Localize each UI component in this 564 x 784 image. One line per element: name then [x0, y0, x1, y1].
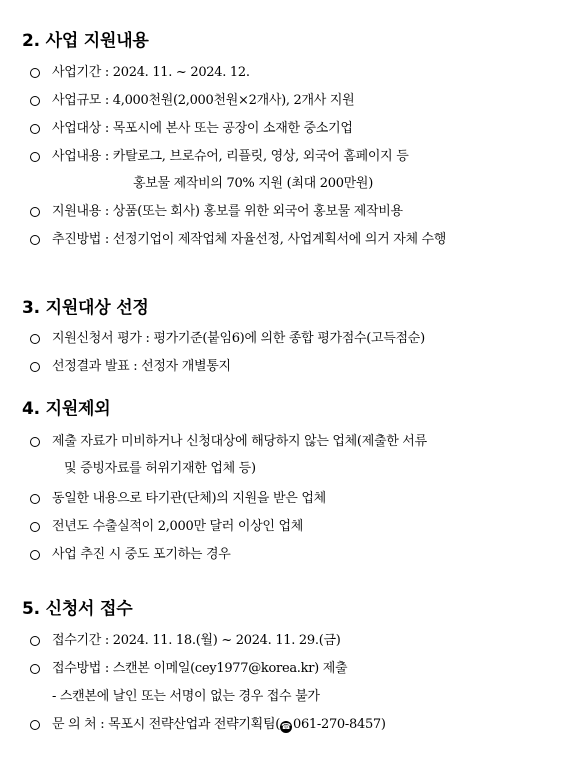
sub-note: - 스캔본에 날인 또는 서명이 없는 경우 접수 불가: [52, 689, 320, 704]
section-heading-selection: 3. 지원대상 선정: [22, 298, 149, 318]
circle-bullet-icon: [30, 550, 40, 560]
document-page: 2. 사업 지원내용 사업기간 : 2024. 11. ~ 2024. 12. 사업규모 : 4,000천원(2,000천원×2개사), 2개사 지원 사업대상 : 목포시에 본사 또는 공장이 소재한 중소기업 사업내용 : 카탈로그, 브로슈어, 리플릿, 영상, 외국어 홈페이지 등 홍보물 제작비의 70% 지원 (최대 200만원) 지원내용 : 상품(또는 회사) 홍보를 위한 외국어 홍보물 제작비용 추진방법 : 선정기업이 제작업체 자율선정, 사업계획서에 의거 자체 수행 3. 지원대상 선정 지원신청서 평가 : 평가기준(붙임6)에 의한 종합 평가점수(고득점순) 선정결과 발표 : 선정자 개별통지 4. 지원제외 제출 자료가 미비하거나 신청대상에 해당하지 않는 업체(제출한 서류 및 증빙자료를 허위기재한 업체 등) 동일한 내용으로 타기관(단체)의 지원을 받은 업체 전년도 수출실적이 2,000만 달러 이상인 업체 사업 추진 시 중도 포기하는 경우 5. 신청서 접수 접수기간 : 2024. 11. 18.(월) ~ 2024. 11. 29.(금) 접수방법 : 스캔본 이메일(cey1977@korea.kr) 제출 - 스캔본에 날인 또는 서명이 없는 경우 접수 불가 문 의 처 : 목포시 전략산업과 전략기획팀(☎ 061-270-8457): [22, 31, 447, 732]
circle-bullet-icon: [30, 720, 40, 730]
list-item-continuation: 홍보물 제작비의 70% 지원 (최대 200만원): [133, 176, 373, 191]
circle-bullet-icon: [30, 522, 40, 532]
circle-bullet-icon: [30, 152, 40, 162]
circle-bullet-icon: [30, 235, 40, 245]
list-item-continuation: 및 증빙자료를 허위기재한 업체 등): [64, 461, 256, 476]
section-heading-support-content: 2. 사업 지원내용: [22, 31, 149, 51]
circle-bullet-icon: [30, 362, 40, 372]
circle-bullet-icon: [30, 636, 40, 646]
contact-label: 문 의 처 : 목포시 전략산업과 전략기획팀(: [52, 717, 280, 732]
phone-number: 061-270-8457): [292, 717, 386, 732]
circle-bullet-icon: [30, 437, 40, 447]
circle-bullet-icon: [30, 207, 40, 217]
circle-bullet-icon: [30, 334, 40, 344]
circle-bullet-icon: [30, 96, 40, 106]
phone-icon: ☎: [281, 722, 291, 731]
section-heading-exclusions: 4. 지원제외: [22, 399, 111, 419]
circle-bullet-icon: [30, 124, 40, 134]
section-heading-application: 5. 신청서 접수: [22, 599, 133, 619]
circle-bullet-icon: [30, 68, 40, 78]
circle-bullet-icon: [30, 664, 40, 674]
circle-bullet-icon: [30, 494, 40, 504]
